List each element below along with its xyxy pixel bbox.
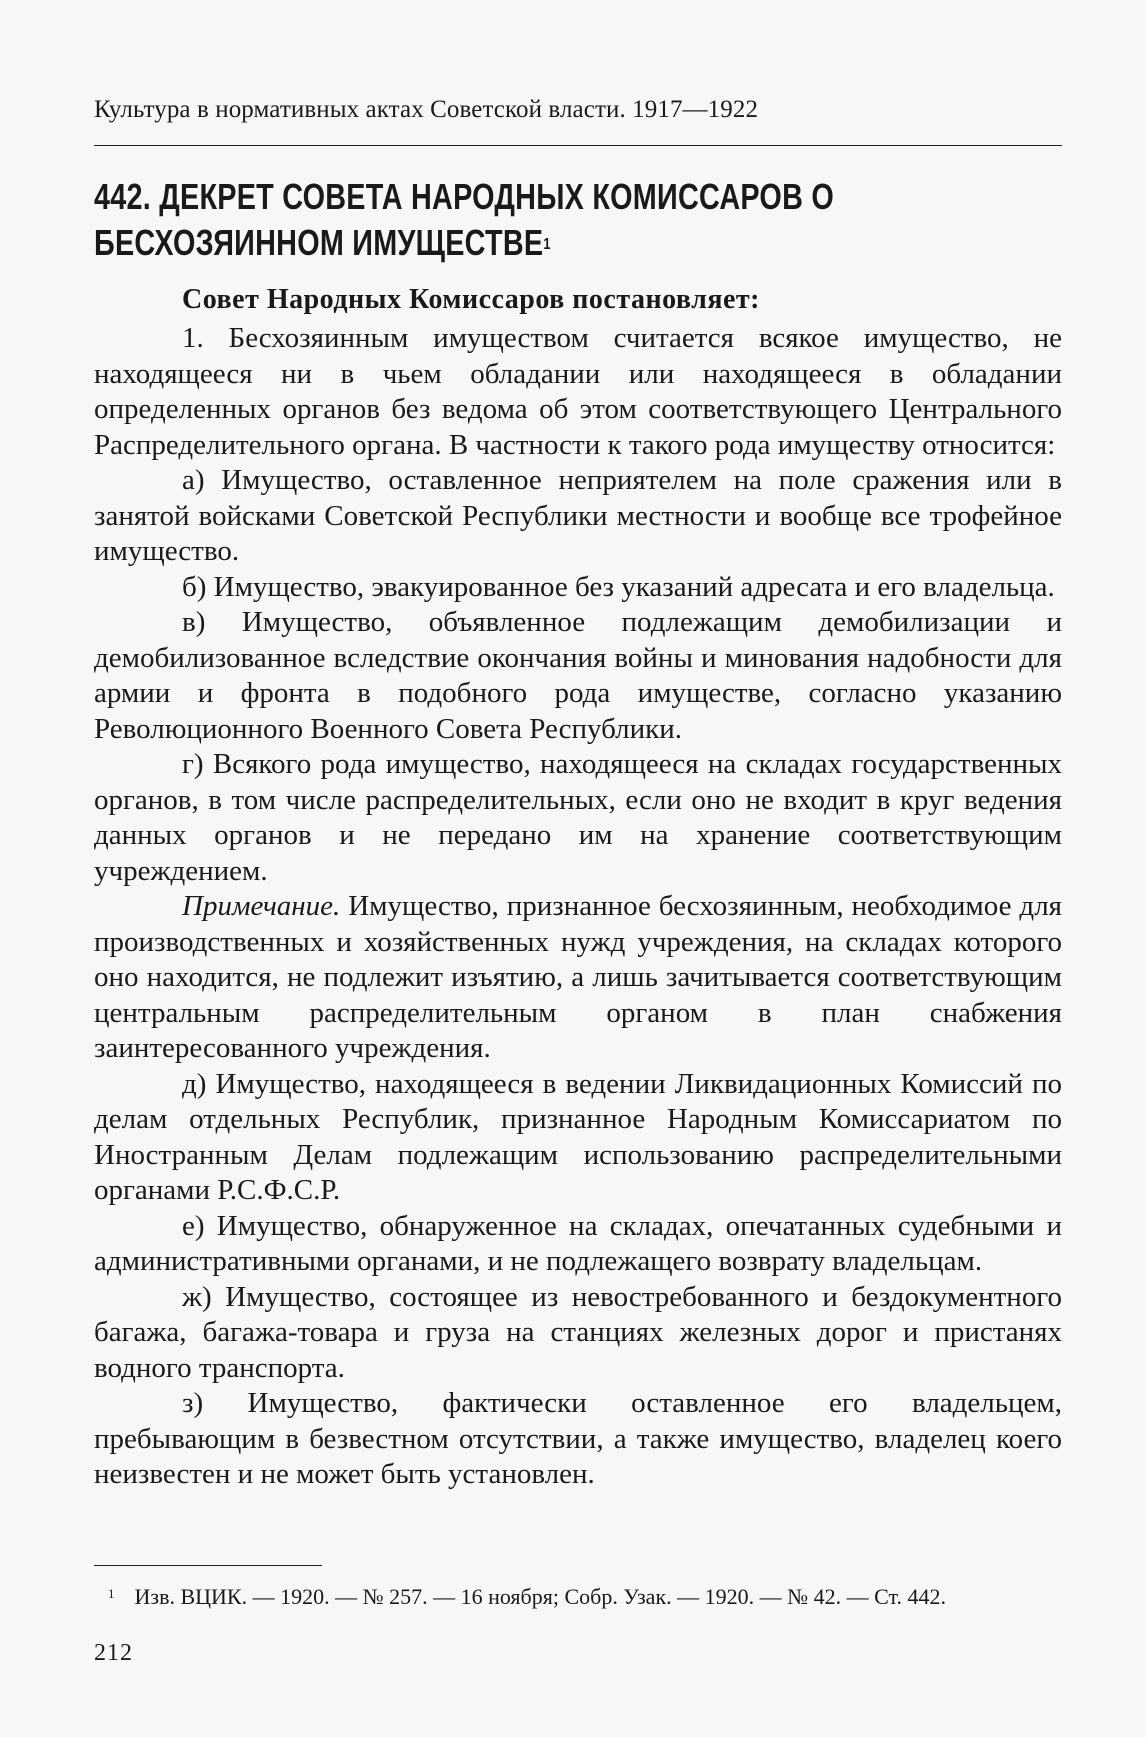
footnote	[108, 1584, 946, 1610]
decree-preamble: Совет Народных Комиссаров постановляет:	[182, 284, 761, 315]
paragraph-zh: ж) Имущество, состоящее из невостребованного и бездокументного багажа, багажа-товара и груза на станциях железных дорог и пристанях водного транспорта.	[94, 1280, 1062, 1384]
paragraph-v: в) Имущество, объявленное подлежащим демобилизации и демобилизованное вследствие окончания войны и минования надобности для армии и фронта в подобного рода имуществе, согласно указанию Революционного Военного Совета Республики.	[94, 606, 1062, 745]
paragraph-e: е) Имущество, обнаруженное на складах, опечатанных судебными и административными органами, и не подлежащего возврату владельцам.	[94, 1209, 1062, 1277]
document-body	[94, 321, 1062, 1493]
document-title	[94, 174, 1054, 266]
title-text: 442. ДЕКРЕТ СОВЕТА НАРОДНЫХ КОМИССАРОВ О БЕСХОЗЯИННОМ ИМУЩЕСТВЕ	[94, 176, 834, 263]
page-number: 212	[94, 1640, 133, 1666]
running-head: Культура в нормативных актах Советской власти. 1917—1922	[94, 96, 759, 123]
paragraph-z: з) Имущество, фактически оставленное его владельцем, пребывающим в безвестном отсутствии, а также имущество, владелец коего неизвестен и не может быть установлен.	[94, 1387, 1062, 1490]
paragraph-b: б) Имущество, эвакуированное без указаний адресата и его владельца.	[182, 570, 1055, 603]
paragraph-a: а) Имущество, оставленное неприятелем на поле сражения или в занятой войсками Советской Республики местности и вообще все трофейное имущество.	[94, 464, 1062, 567]
paragraph-1: 1. Бесхозяинным имуществом считается всякое имущество, не находящееся ни в чьем обладании или находящееся в обладании определенных органов без ведома об этом соответствующего Центрального Распределительного органа. В частности к такого рода имуществу относится:	[94, 322, 1062, 461]
paragraph-d: д) Имущество, находящееся в ведении Ликвидационных Комиссий по делам отдельных Республик, признанное Народным Комиссариатом по Иностранным Делам подлежащим использованию распределительными органами Р.С.Ф.С.Р.	[94, 1067, 1062, 1206]
paragraph-g: г) Всякого рода имущество, находящееся на складах государственных органов, в том числе распределительных, если оно не входит в круг ведения данных органов и не передано им на хранение соответствующим учреждением.	[94, 748, 1062, 887]
note-paragraph	[94, 889, 1062, 1067]
note-label: Примечание.	[182, 890, 341, 922]
footnote-text: Изв. ВЦИК. — 1920. — № 257. — 16 ноября; Собр. Узак. — 1920. — № 42. — Ст. 442.	[134, 1584, 946, 1609]
title-footnote-mark: 1	[543, 236, 551, 253]
footnote-rule	[94, 1565, 322, 1566]
note-text: Имущество, признанное бесхозяинным, необходимое для производственных и хозяйственных нужд учреждения, на складах которого оно находится, не подлежит изъятию, а лишь зачитывается соответствующим центральным распределительным органом в план снабжения заинтересованного учреждения.	[94, 890, 1062, 1064]
footnote-mark: 1	[108, 1586, 115, 1601]
header-rule	[94, 145, 1062, 146]
